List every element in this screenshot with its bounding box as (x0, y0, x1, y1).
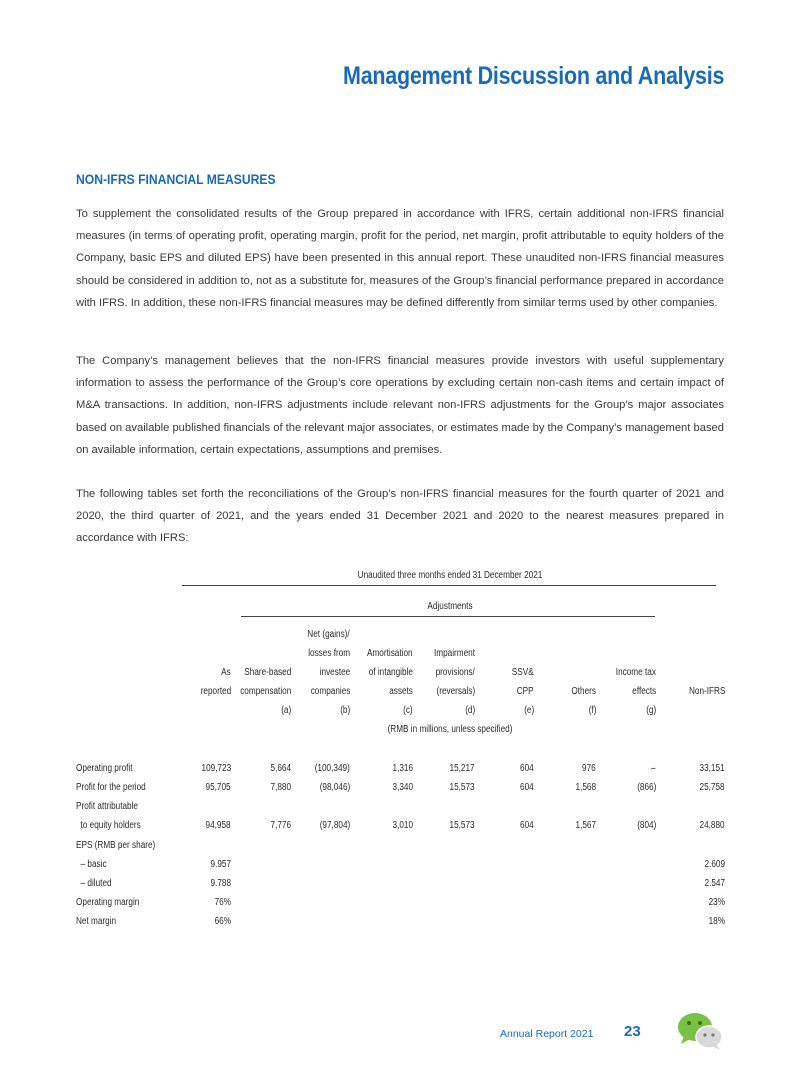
column-header-line: investee (319, 667, 350, 678)
table-cell: 25,758 (699, 782, 725, 793)
column-header-line: compensation (239, 686, 291, 697)
table-row-label: to equity holders (76, 820, 141, 831)
table-cell: 1,567 (575, 820, 596, 831)
column-header-line: Impairment (433, 648, 475, 659)
table-cell: 94,958 (205, 820, 231, 831)
table-cell: (804) (636, 820, 656, 831)
column-note: (c) (403, 705, 413, 716)
intro-paragraph: To supplement the consolidated results of the Group prepared in accordance with IFRS, certain additional non-IFRS financial measures (in terms of operating profit, operating margin, profit for the period, net margin, profit attributable to equity holders of the Company, basic EPS and diluted EPS) have been presented in this annual report. These unaudited non-IFRS financial measures should be considered in addition to, not as a substitute for, measures of the Group’s financial performance prepared in accordance with IFRS. In addition, these non-IFRS financial measures may be defined differently from similar terms used by other companies. (76, 208, 724, 309)
column-header-line: Amortisation (367, 648, 413, 659)
table-cell: 15,217 (449, 763, 475, 774)
table-cell: 9.957 (210, 859, 231, 870)
column-header-line: As (221, 667, 231, 678)
table-period-title: Unaudited three months ended 31 December 2021 (357, 570, 543, 581)
table-cell: (866) (636, 782, 656, 793)
reconciliation-intro-paragraph: The following tables set forth the reconciliations of the Group’s non-IFRS financial measures for the fourth quarter of 2021 and 2020, the third quarter of 2021, and the years ended 31 December 2021 and 2020 to the nearest measures prepared in accordance with IFRS: (76, 488, 724, 545)
table-row-label: – diluted (76, 878, 112, 889)
table-cell: 604 (520, 782, 534, 793)
page-header-title: Management Discussion and Analysis (342, 62, 724, 90)
table-cell: (98,046) (319, 782, 350, 793)
column-header-line: Non-IFRS (688, 686, 725, 697)
table-cell: 5,664 (270, 763, 291, 774)
column-header-line: SSV& (512, 667, 534, 678)
column-header-line: Others (571, 686, 596, 697)
column-header-line: Share-based (244, 667, 291, 678)
column-note: (a) (280, 705, 291, 716)
table-cell: 109,723 (201, 763, 231, 774)
column-header-line: companies (310, 686, 350, 697)
wechat-eye-small-left (703, 1033, 706, 1036)
column-header-line: CPP (517, 686, 534, 697)
table-cell: 66% (214, 916, 231, 927)
wechat-bubble-small (696, 1026, 722, 1048)
table-cell: 18% (708, 916, 725, 927)
column-note: (b) (339, 705, 350, 716)
table-cell: (97,804) (319, 820, 350, 831)
table-cell: 604 (520, 763, 534, 774)
table-cell: 604 (520, 820, 534, 831)
table-row-label: EPS (RMB per share) (76, 840, 156, 851)
table-row-label: – basic (76, 859, 107, 870)
period-rule (182, 585, 716, 586)
table-cell: 33,151 (699, 763, 725, 774)
table-cell: (100,349) (314, 763, 350, 774)
table-cell: 3,010 (392, 820, 413, 831)
table-cell: 24,880 (699, 820, 725, 831)
column-header-line: Income tax (615, 667, 656, 678)
column-note: (g) (645, 705, 656, 716)
column-header-line: losses from (308, 648, 350, 659)
column-header-line: reported (200, 686, 231, 697)
table-cell: 1,568 (575, 782, 596, 793)
adjustments-label: Adjustments (427, 601, 473, 612)
section-heading: NON-IFRS FINANCIAL MEASURES (76, 172, 276, 187)
wechat-eye-small-right (711, 1033, 714, 1036)
column-header-line: (reversals) (436, 686, 475, 697)
table-cell: 1,316 (392, 763, 413, 774)
wechat-eye-left (687, 1021, 691, 1025)
table-cell: – (651, 763, 656, 774)
table-cell: 3,340 (392, 782, 413, 793)
table-cell: 976 (582, 763, 596, 774)
column-header-line: provisions/ (435, 667, 475, 678)
units-note: (RMB in millions, unless specified) (387, 724, 513, 735)
table-row-label: Profit attributable (76, 801, 138, 812)
page-number: 23 (624, 1023, 641, 1040)
table-cell: 15,573 (449, 820, 475, 831)
column-header-line: Net (gains)/ (307, 629, 350, 640)
adjustments-rule (241, 616, 655, 617)
table-cell: 76% (214, 897, 231, 908)
wechat-eye-right (698, 1021, 702, 1025)
column-header-line: of intangible (368, 667, 413, 678)
table-row-label: Net margin (76, 916, 117, 927)
table-cell: 9.788 (210, 878, 231, 889)
footer-report-label: Annual Report 2021 (500, 1028, 594, 1040)
table-row-label: Profit for the period (76, 782, 146, 793)
table-cell: 2.547 (704, 878, 725, 889)
table-row-label: Operating profit (76, 763, 133, 774)
column-header-line: effects (631, 686, 656, 697)
table-row-label: Operating margin (76, 897, 140, 908)
table-cell: 7,776 (270, 820, 291, 831)
column-note: (f) (588, 705, 596, 716)
table-cell: 95,705 (205, 782, 231, 793)
table-cell: 15,573 (449, 782, 475, 793)
table-cell: 2.609 (704, 859, 725, 870)
table-cell: 7,880 (270, 782, 291, 793)
column-note: (d) (464, 705, 475, 716)
column-header-line: assets (389, 686, 413, 697)
wechat-icon (676, 1012, 724, 1052)
column-note: (e) (523, 705, 534, 716)
management-paragraph: The Company’s management believes that the non-IFRS financial measures provide investors with useful supplementary information to assess the performance of the Group’s core operations by excluding certain non-cash items and certain impact of M&A transactions. In addition, non-IFRS adjustments include relevant non-IFRS adjustments for the Group’s major associates based on available published financials of the relevant major associates, or estimates made by the Company’s management based on available information, certain expectations, assumptions and premises. (76, 355, 724, 456)
table-cell: 23% (708, 897, 725, 908)
